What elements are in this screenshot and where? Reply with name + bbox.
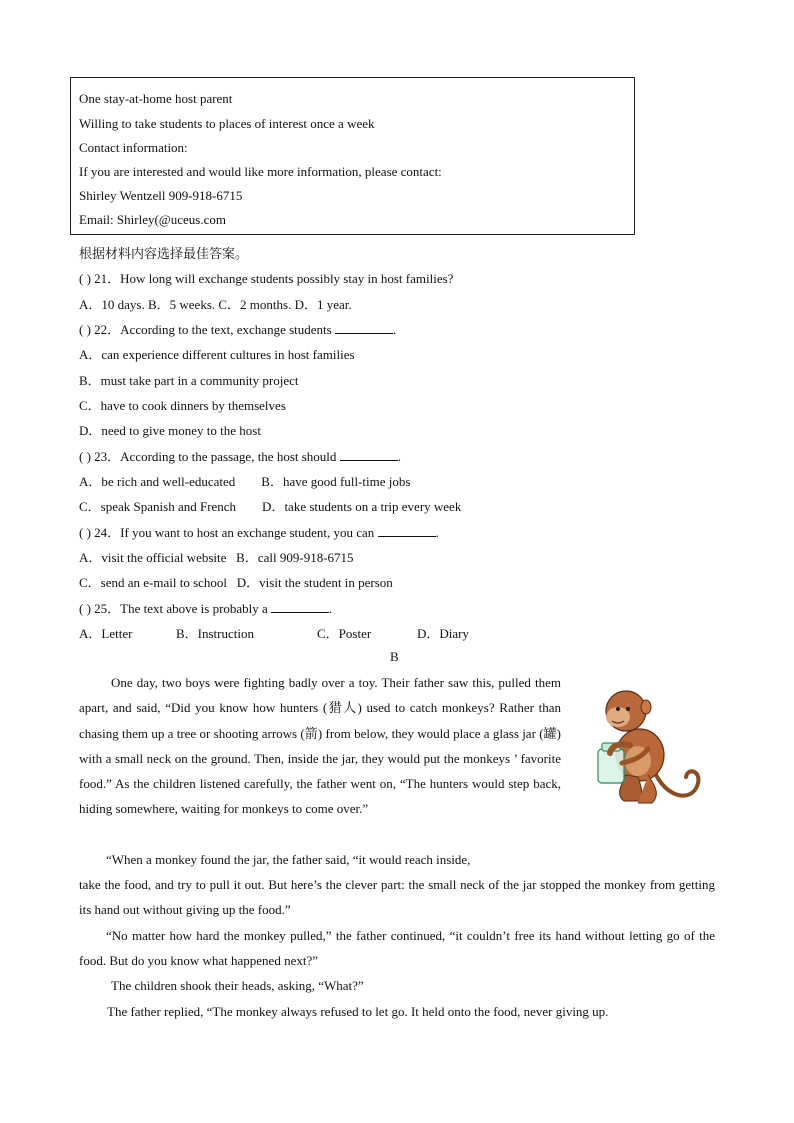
story-paragraph-2-line-1: “When a monkey found the jar, the father said, “it would reach inside, [106, 852, 471, 867]
question-23-stem [79, 446, 401, 465]
question-24-options-cd: C．send an e-mail to school D．visit the student in person [79, 575, 393, 590]
monkey-with-jar-illustration [590, 683, 704, 815]
question-23-options-cd: C．speak Spanish and French D．take students on a trip every week [79, 499, 462, 514]
question-25-stem-end: . [329, 601, 333, 616]
question-25-stem-text: ( ) 25．The text above is probably a [79, 601, 272, 616]
question-25-option-c: C．Poster [317, 626, 372, 641]
box-line-email: Email: Shirley(@uceus.com [79, 212, 226, 227]
question-21-stem: ( ) 21．How long will exchange students possibly stay in host families? [79, 271, 454, 286]
instructions: 根据材料内容选择最佳答案。 [79, 247, 249, 262]
question-22-option-d: D．need to give money to the host [79, 423, 261, 438]
question-25-option-d: D．Diary [417, 626, 469, 641]
section-heading-b: B [390, 649, 399, 664]
story-paragraph-2: take the food, and try to pull it out. But here’s the clever part: the small neck of the jar stopped the monkey from getting its hand out without giving up the food.” [79, 877, 715, 918]
question-25-option-a: A．Letter [79, 626, 133, 641]
question-25-option-b: B．Instruction [176, 626, 254, 641]
question-24-stem-end: . [435, 525, 439, 540]
story-paragraph-5: The father replied, “The monkey always refused to let go. It held onto the food, never giving up. [107, 1004, 609, 1019]
box-line-contact-phone: Shirley Wentzell 909-918-6715 [79, 188, 243, 203]
box-line-if-interested: If you are interested and would like more information, please contact: [79, 164, 442, 179]
question-25-stem [79, 598, 332, 617]
answer-blank [335, 323, 393, 334]
answer-blank [271, 602, 329, 613]
question-22-option-a: A．can experience different cultures in host families [79, 347, 355, 362]
question-24-stem [79, 522, 439, 541]
question-22-stem-end: . [392, 322, 397, 337]
story-paragraph-1: One day, two boys were fighting badly over a toy. Their father saw this, pulled them apart, and said, “Did you know how hunters (猎人) used to catch monkeys? Rather than chasing them up a tree or shooting arrows (箭) from below, they would place a glass jar (罐) with a small neck on the ground. Then, inside the jar, they would put the monkeys ’ favorite food.” As the children listened carefully, the father went on, “The hunters would step back, hiding somewhere, waiting for monkeys to come over.” [79, 675, 561, 817]
story-paragraph-4: The children shook their heads, asking, “What?” [111, 978, 364, 993]
question-23-stem-end: . [397, 449, 401, 464]
box-line-willing: Willing to take students to places of interest once a week [79, 116, 375, 131]
box-line-contact-heading: Contact information: [79, 140, 188, 155]
question-22-option-b: B．must take part in a community project [79, 373, 299, 388]
question-22-stem-text: ( ) 22．According to the text, exchange students [79, 322, 335, 337]
box-line-host-parent: One stay-at-home host parent [79, 91, 233, 106]
question-24-stem-text: ( ) 24．If you want to host an exchange student, you can [79, 525, 378, 540]
answer-blank [340, 450, 398, 461]
question-24-options-ab: A．visit the official website B．call 909-918-6715 [79, 550, 354, 565]
question-23-stem-text: ( ) 23．According to the passage, the host should [79, 449, 340, 464]
info-box [70, 77, 635, 235]
question-21-options: A．10 days. B．5 weeks. C．2 months. D．1 year. [79, 297, 352, 312]
question-23-options-ab: A．be rich and well-educated B．have good full-time jobs [79, 474, 411, 489]
story-paragraph-3: “No matter how hard the monkey pulled,” the father continued, “it couldn’t free its hand without letting go of the food. But do you know what happened next?” [79, 928, 715, 969]
question-22-stem [79, 319, 396, 338]
question-22-option-c: C．have to cook dinners by themselves [79, 398, 286, 413]
answer-blank [378, 526, 436, 537]
